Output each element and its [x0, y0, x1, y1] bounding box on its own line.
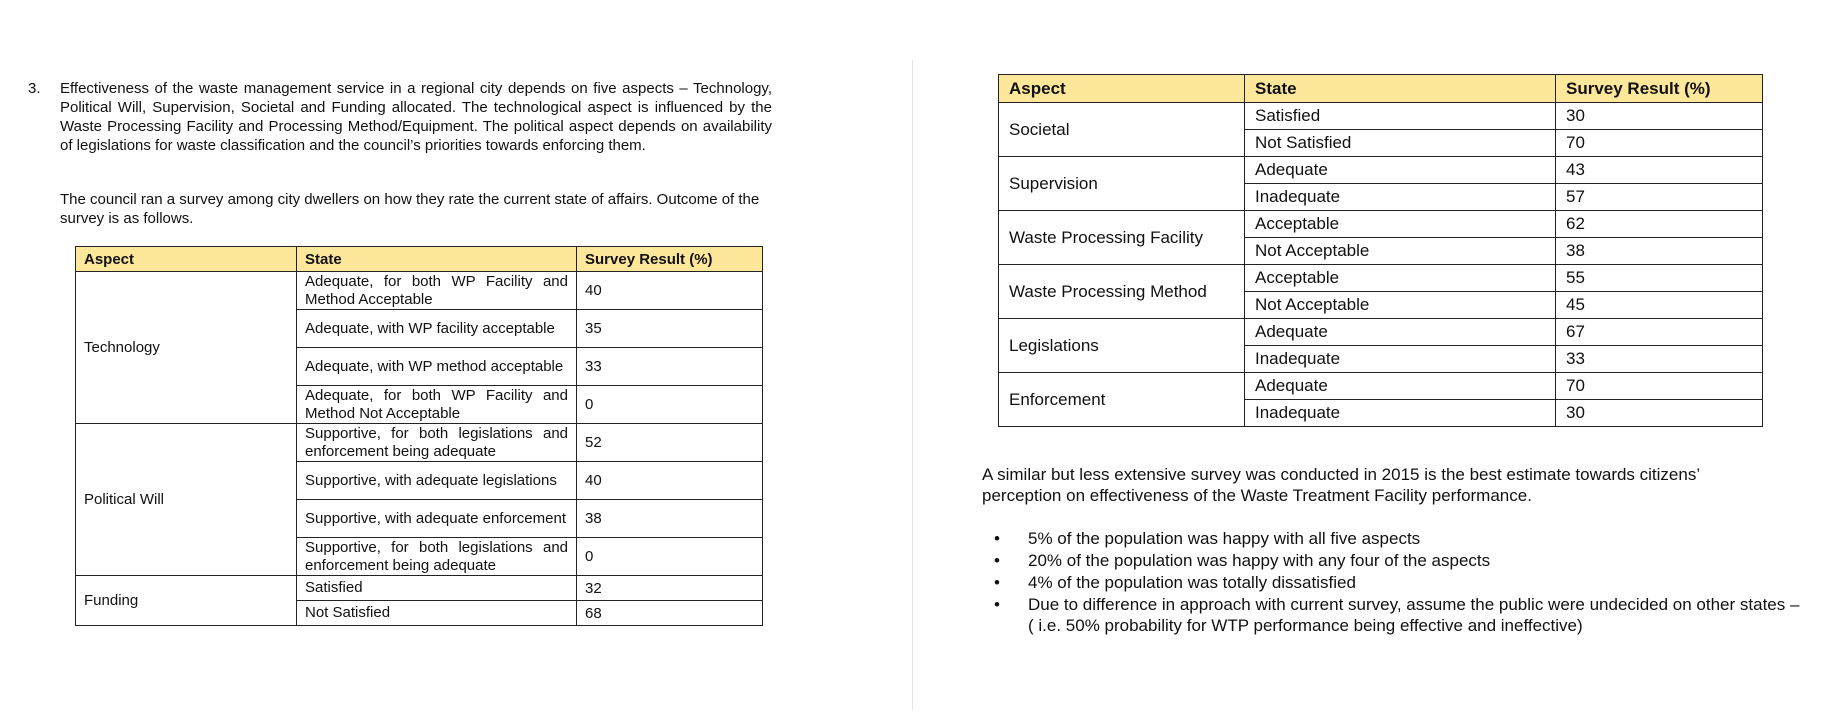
state-cell: Acceptable — [1245, 265, 1556, 292]
table-header-row — [999, 75, 1763, 103]
header-state: State — [297, 247, 577, 272]
bullet-list — [982, 528, 1802, 637]
bullet-text: 5% of the population was happy with all five aspects — [1028, 529, 1421, 548]
header-survey-result: Survey Result (%) — [577, 247, 763, 272]
survey-intro: The council ran a survey among city dwellers on how they rate the current state of affairs. Outcome of the survey is as follows. — [60, 191, 760, 227]
state-cell: Adequate — [1245, 373, 1556, 400]
value-cell: 38 — [1556, 238, 1763, 265]
state-cell: Supportive, with adequate legislations — [297, 462, 577, 500]
table-row — [999, 103, 1763, 130]
value-cell: 68 — [577, 601, 763, 626]
state-cell: Supportive, for both legislations and enforcement being adequate — [297, 538, 577, 576]
bullet-text: Due to difference in approach with current survey, assume the public were undecided on other states – ( i.e. 50% probability for WTP performance being effective and ineffective) — [1028, 595, 1800, 635]
value-cell: 70 — [1556, 373, 1763, 400]
aspect-cell: Technology — [76, 272, 297, 424]
bullet-text: 4% of the population was totally dissatisfied — [1028, 573, 1356, 592]
state-cell: Adequate — [1245, 157, 1556, 184]
list-item — [982, 572, 1802, 593]
value-cell: 38 — [577, 500, 763, 538]
value-cell: 30 — [1556, 103, 1763, 130]
bullet-icon: • — [994, 595, 1000, 614]
value-cell: 55 — [1556, 265, 1763, 292]
question-number: 3. — [28, 80, 41, 97]
state-cell: Adequate, for both WP Facility and Method Acceptable — [297, 272, 577, 310]
header-survey-result: Survey Result (%) — [1556, 75, 1763, 103]
summary-paragraph: A similar but less extensive survey was conducted in 2015 is the best estimate towards citizens’ perception on effectiveness of the Waste Treatment Facility performance. — [982, 465, 1700, 505]
value-cell: 62 — [1556, 211, 1763, 238]
left-page — [0, 0, 912, 728]
value-cell: 35 — [577, 310, 763, 348]
aspect-cell: Legislations — [999, 319, 1245, 373]
value-cell: 30 — [1556, 400, 1763, 427]
value-cell: 0 — [577, 538, 763, 576]
aspect-cell: Supervision — [999, 157, 1245, 211]
state-cell: Supportive, with adequate enforcement — [297, 500, 577, 538]
state-cell: Adequate, with WP method acceptable — [297, 348, 577, 386]
list-item — [982, 594, 1802, 636]
state-cell: Not Satisfied — [1245, 130, 1556, 157]
state-cell: Adequate, for both WP Facility and Method Not Acceptable — [297, 386, 577, 424]
state-cell: Adequate — [1245, 319, 1556, 346]
header-aspect: Aspect — [999, 75, 1245, 103]
state-cell: Supportive, for both legislations and enforcement being adequate — [297, 424, 577, 462]
value-cell: 57 — [1556, 184, 1763, 211]
aspect-cell: Funding — [76, 576, 297, 626]
survey-table-2 — [998, 74, 1763, 427]
bullet-icon: • — [994, 529, 1000, 548]
value-cell: 40 — [577, 462, 763, 500]
value-cell: 33 — [1556, 346, 1763, 373]
value-cell: 70 — [1556, 130, 1763, 157]
survey-table-1 — [75, 246, 763, 626]
header-aspect: Aspect — [76, 247, 297, 272]
state-cell: Inadequate — [1245, 400, 1556, 427]
table-header-row — [76, 247, 763, 272]
table-row — [76, 424, 763, 462]
aspect-cell: Waste Processing Method — [999, 265, 1245, 319]
value-cell: 67 — [1556, 319, 1763, 346]
state-cell: Satisfied — [1245, 103, 1556, 130]
value-cell: 32 — [577, 576, 763, 601]
table-row — [999, 265, 1763, 292]
state-cell: Satisfied — [297, 576, 577, 601]
table-row — [999, 319, 1763, 346]
table-row — [999, 157, 1763, 184]
list-item — [982, 528, 1802, 549]
value-cell: 33 — [577, 348, 763, 386]
header-state: State — [1245, 75, 1556, 103]
aspect-cell: Enforcement — [999, 373, 1245, 427]
value-cell: 40 — [577, 272, 763, 310]
aspect-cell: Waste Processing Facility — [999, 211, 1245, 265]
state-cell: Not Satisfied — [297, 601, 577, 626]
state-cell: Acceptable — [1245, 211, 1556, 238]
question-paragraph: Effectiveness of the waste management service in a regional city depends on five aspects – Technology, Political Will, Supervision, Societal and Funding allocated. The technological aspect is influenced by the Waste Processing Facility and Processing Method/Equipment. The political aspect depends on availability of legislations for waste classification and the council’s priorities towards enforcing them. — [60, 80, 772, 154]
table-row — [999, 211, 1763, 238]
table-row — [76, 272, 763, 310]
bullet-icon: • — [994, 551, 1000, 570]
state-cell: Not Acceptable — [1245, 238, 1556, 265]
state-cell: Inadequate — [1245, 184, 1556, 211]
state-cell: Inadequate — [1245, 346, 1556, 373]
aspect-cell: Societal — [999, 103, 1245, 157]
bullet-text: 20% of the population was happy with any four of the aspects — [1028, 551, 1491, 570]
state-cell: Not Acceptable — [1245, 292, 1556, 319]
page-divider — [912, 60, 913, 710]
value-cell: 45 — [1556, 292, 1763, 319]
value-cell: 52 — [577, 424, 763, 462]
value-cell: 43 — [1556, 157, 1763, 184]
table-row — [999, 373, 1763, 400]
state-cell: Adequate, with WP facility acceptable — [297, 310, 577, 348]
value-cell: 0 — [577, 386, 763, 424]
bullet-icon: • — [994, 573, 1000, 592]
table-row — [76, 576, 763, 601]
aspect-cell: Political Will — [76, 424, 297, 576]
list-item — [982, 550, 1802, 571]
